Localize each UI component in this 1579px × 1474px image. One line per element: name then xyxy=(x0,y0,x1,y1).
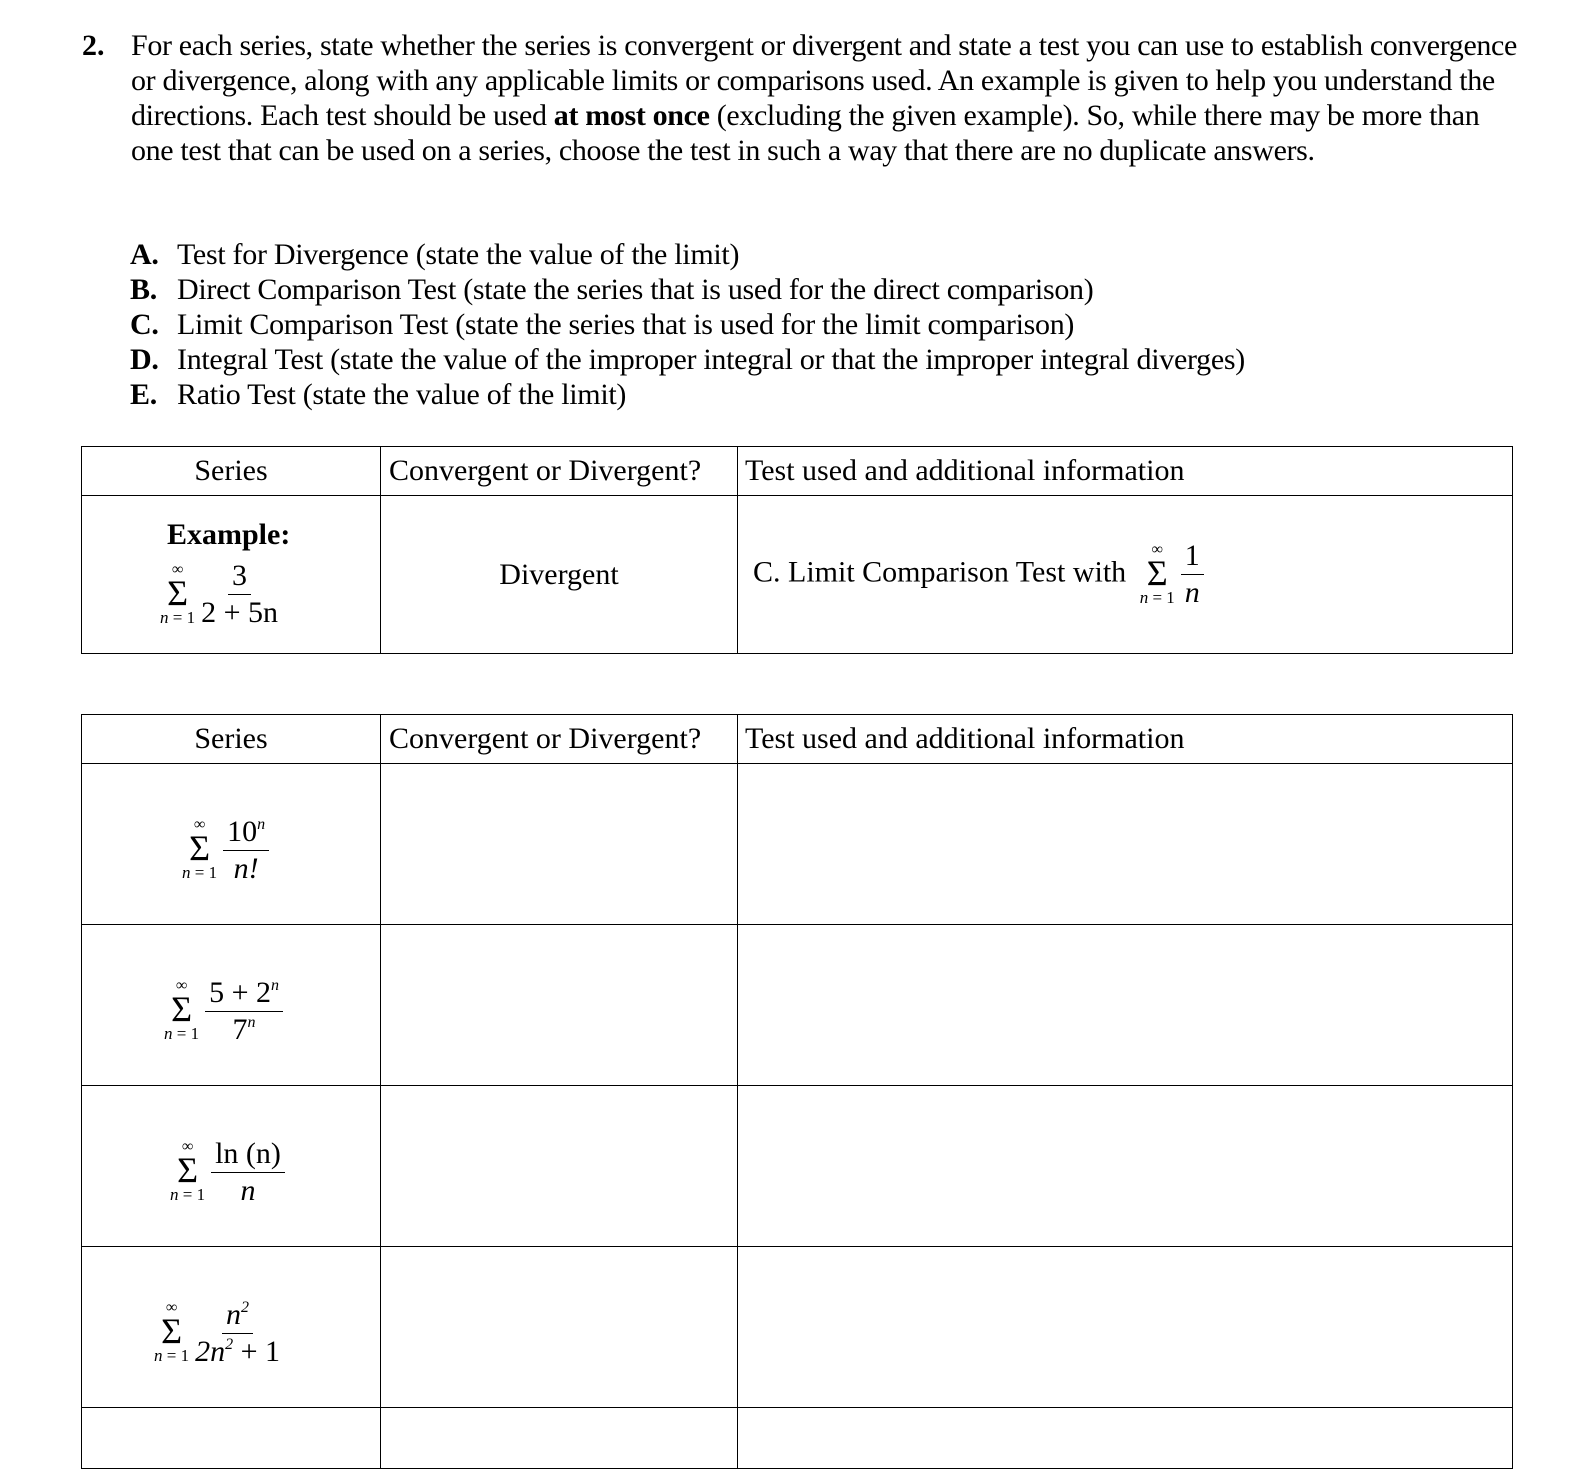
problem-text-part2: (excluding the given example). So, while there may be more than one test that can be used on a series, choose the test in such a way that there are no duplicate answers. xyxy=(131,99,1480,167)
series-cell xyxy=(82,1247,381,1408)
convergence-answer-cell[interactable] xyxy=(381,764,738,925)
example-answer: Divergent xyxy=(381,496,738,654)
test-answer-cell[interactable] xyxy=(738,1086,1513,1247)
answer-table xyxy=(81,714,1513,1469)
test-answer-cell[interactable] xyxy=(738,1408,1513,1469)
denominator: 2 + 5n xyxy=(201,596,279,630)
fraction xyxy=(201,560,278,629)
convergence-answer-cell[interactable] xyxy=(381,1086,738,1247)
option-letter: E. xyxy=(130,378,157,411)
sum-upper: ∞ xyxy=(181,1138,194,1156)
table-row xyxy=(82,1086,1513,1247)
sum-lower: n = 1 xyxy=(154,1346,190,1366)
comparison-series xyxy=(1140,540,1204,609)
sigma-symbol: Σ xyxy=(177,1150,199,1191)
fraction xyxy=(195,1299,280,1368)
option-letter: D. xyxy=(130,343,159,376)
example-series-cell xyxy=(82,496,381,654)
convergence-answer-cell[interactable] xyxy=(381,1408,738,1469)
numerator: ln (n) xyxy=(211,1138,285,1173)
series-cell xyxy=(82,925,381,1086)
test-options-list xyxy=(130,237,1245,412)
test-answer-cell[interactable] xyxy=(738,764,1513,925)
sum-upper: ∞ xyxy=(175,977,188,995)
series-cell xyxy=(82,1086,381,1247)
sigma-symbol: Σ xyxy=(1146,552,1168,593)
denominator: n xyxy=(1184,576,1200,609)
option-text: Ratio Test (state the value of the limit) xyxy=(177,378,627,411)
series-2 xyxy=(164,977,283,1046)
sum-upper: ∞ xyxy=(1151,540,1163,558)
denominator: $2n^2 + 1$ xyxy=(195,1334,281,1368)
header-convergence: Convergent or Divergent? xyxy=(381,715,738,764)
table-row xyxy=(82,1247,1513,1408)
sigma-block xyxy=(160,562,195,628)
option-text: Limit Comparison Test (state the series that is used for the limit comparison) xyxy=(177,308,1075,341)
sigma-block xyxy=(170,1139,205,1205)
sigma-symbol: Σ xyxy=(167,572,189,613)
problem-text xyxy=(131,28,1522,168)
option-a xyxy=(130,237,1245,272)
sigma-block xyxy=(182,817,217,883)
problem-text-bold: at most once xyxy=(553,99,710,132)
example-label: Example: xyxy=(167,517,291,551)
header-convergence: Convergent or Divergent? xyxy=(381,447,738,496)
option-text: Integral Test (state the value of the improper integral or that the improper integral diverges) xyxy=(177,343,1245,376)
sum-upper: ∞ xyxy=(165,1299,178,1317)
table-header-row xyxy=(82,447,1513,496)
numerator: $5 + 2^n$ xyxy=(205,977,283,1012)
sigma-block xyxy=(154,1300,189,1366)
fraction xyxy=(1181,540,1204,609)
convergence-answer-cell[interactable] xyxy=(381,925,738,1086)
example-row xyxy=(82,496,1513,654)
numerator: $n^2$ xyxy=(222,1299,253,1334)
sigma-symbol: Σ xyxy=(189,828,211,869)
series-4 xyxy=(154,1299,280,1368)
convergence-answer-cell[interactable] xyxy=(381,1247,738,1408)
sum-upper: ∞ xyxy=(193,816,206,834)
option-e xyxy=(130,377,1245,412)
series-1 xyxy=(182,816,269,885)
header-series: Series xyxy=(82,447,381,496)
numerator: 1 xyxy=(1181,540,1204,575)
example-test-text: C. Limit Comparison Test with xyxy=(753,555,1127,589)
test-answer-cell[interactable] xyxy=(738,925,1513,1086)
numerator: 3 xyxy=(228,560,251,595)
table-row xyxy=(82,925,1513,1086)
sigma-symbol: Σ xyxy=(171,989,193,1030)
option-d xyxy=(130,342,1245,377)
fraction xyxy=(205,977,283,1046)
numerator: 10$^n$ xyxy=(223,816,269,851)
example-test-cell xyxy=(738,496,1513,654)
header-series: Series xyxy=(82,715,381,764)
fraction xyxy=(223,816,269,885)
option-text: Direct Comparison Test (state the series that is used for the direct comparison) xyxy=(177,273,1094,306)
header-test: Test used and additional information xyxy=(738,715,1513,764)
sum-lower: n = 1 xyxy=(170,1185,206,1205)
denominator: n xyxy=(240,1173,256,1207)
example-series xyxy=(160,560,278,629)
problem-number: 2. xyxy=(82,29,105,62)
sum-lower: n = 1 xyxy=(164,1024,200,1044)
option-c xyxy=(130,307,1245,342)
sum-lower: n = 1 xyxy=(160,607,196,627)
option-letter: B. xyxy=(130,273,157,306)
denominator: 7$^n$ xyxy=(232,1012,256,1046)
series-cell xyxy=(82,1408,381,1469)
option-text: Test for Divergence (state the value of the limit) xyxy=(177,238,740,271)
table-header-row xyxy=(82,715,1513,764)
denominator: n! xyxy=(233,851,259,885)
series-cell xyxy=(82,764,381,925)
option-letter: C. xyxy=(130,308,159,341)
sigma-block xyxy=(1140,542,1175,608)
problem-statement xyxy=(82,28,1522,168)
test-answer-cell[interactable] xyxy=(738,1247,1513,1408)
sum-lower: n = 1 xyxy=(182,863,218,883)
example-table xyxy=(81,446,1513,654)
sum-lower: n = 1 xyxy=(1139,587,1175,607)
fraction xyxy=(211,1138,285,1207)
series-3 xyxy=(170,1138,285,1207)
sum-upper: ∞ xyxy=(171,560,184,578)
table-row xyxy=(82,1408,1513,1469)
header-test: Test used and additional information xyxy=(738,447,1513,496)
problem-text-part1: For each series, state whether the series is convergent or divergent and state a test you can use to establish convergence or divergence, along with any applicable limits or comparisons used. An example is given to help you understand the directions. Each test should be used xyxy=(131,29,1517,132)
option-letter: A. xyxy=(130,238,159,271)
option-b xyxy=(130,272,1245,307)
sigma-block xyxy=(164,978,199,1044)
table-row xyxy=(82,764,1513,925)
sigma-symbol: Σ xyxy=(161,1311,183,1352)
